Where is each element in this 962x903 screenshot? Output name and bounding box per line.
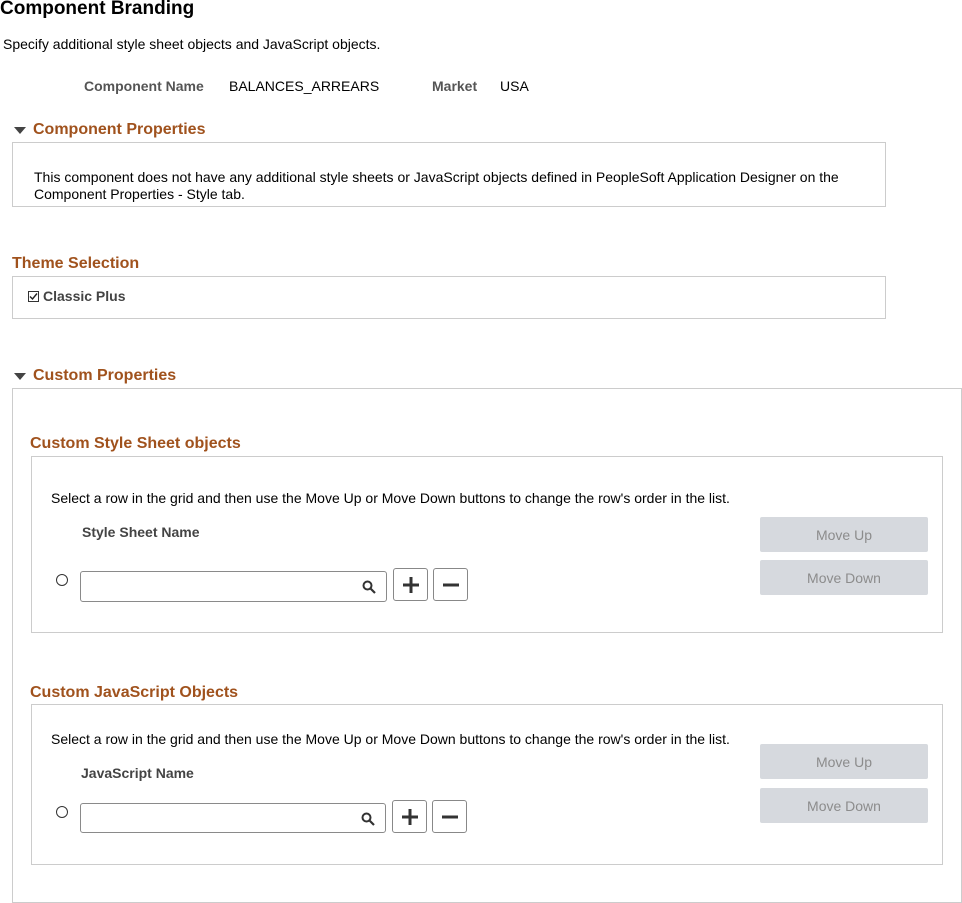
checkmark-icon <box>29 292 38 301</box>
component-properties-toggle[interactable] <box>14 121 205 139</box>
classic-plus-checkbox[interactable] <box>28 291 39 302</box>
page-description: Specify additional style sheet objects and JavaScript objects. <box>3 36 381 52</box>
javascript-instructions: Select a row in the grid and then use the Move Up or Move Down buttons to change the row's order in the list. <box>51 731 730 747</box>
javascript-grid-panel <box>31 704 943 865</box>
market-label: Market <box>432 78 478 94</box>
style-sheet-row-radio[interactable] <box>56 574 68 586</box>
market-value: USA <box>500 78 529 94</box>
search-icon[interactable] <box>361 812 375 826</box>
style-sheet-instructions: Select a row in the grid and then use the Move Up or Move Down buttons to change the row's order in the list. <box>51 490 730 506</box>
custom-properties-toggle[interactable] <box>14 367 176 385</box>
component-properties-panel <box>12 142 886 207</box>
classic-plus-label: Classic Plus <box>43 288 126 304</box>
search-icon[interactable] <box>362 580 376 594</box>
javascript-move-up-button[interactable]: Move Up <box>760 744 928 779</box>
minus-icon <box>443 577 459 593</box>
javascript-name-header: JavaScript Name <box>81 765 194 781</box>
javascript-section-title: Custom JavaScript Objects <box>30 684 239 701</box>
component-properties-title: Component Properties <box>33 121 206 138</box>
collapse-triangle-icon <box>14 127 26 134</box>
component-name-value: BALANCES_ARREARS <box>229 78 380 94</box>
style-sheet-section-title: Custom Style Sheet objects <box>30 435 241 452</box>
classic-plus-checkbox-row[interactable] <box>28 288 126 304</box>
component-properties-text: This component does not have any additional style sheets or JavaScript objects defined in PeopleSoft Application Designer on the Component Properties - Style tab. <box>34 169 839 202</box>
minus-icon <box>442 809 458 825</box>
delete-row-button[interactable] <box>432 800 467 833</box>
delete-row-button[interactable] <box>433 568 468 601</box>
collapse-triangle-icon <box>14 373 26 380</box>
add-row-button[interactable] <box>392 800 427 833</box>
javascript-name-value <box>81 804 355 832</box>
style-sheet-name-value <box>81 572 356 601</box>
theme-selection-panel <box>12 276 886 319</box>
javascript-move-down-button[interactable]: Move Down <box>760 788 928 823</box>
theme-selection-title: Theme Selection <box>12 255 140 272</box>
style-sheet-move-down-button[interactable]: Move Down <box>760 560 928 595</box>
javascript-name-input[interactable] <box>80 803 386 833</box>
component-name-label: Component Name <box>84 78 204 94</box>
javascript-row-radio[interactable] <box>56 806 68 818</box>
page-title: Component Branding <box>0 0 195 19</box>
plus-icon <box>403 577 419 593</box>
add-row-button[interactable] <box>393 568 428 601</box>
style-sheet-name-input[interactable] <box>80 571 387 602</box>
custom-properties-title: Custom Properties <box>33 367 177 384</box>
style-sheet-name-header: Style Sheet Name <box>82 524 200 540</box>
style-sheet-move-up-button[interactable]: Move Up <box>760 517 928 552</box>
plus-icon <box>402 809 418 825</box>
